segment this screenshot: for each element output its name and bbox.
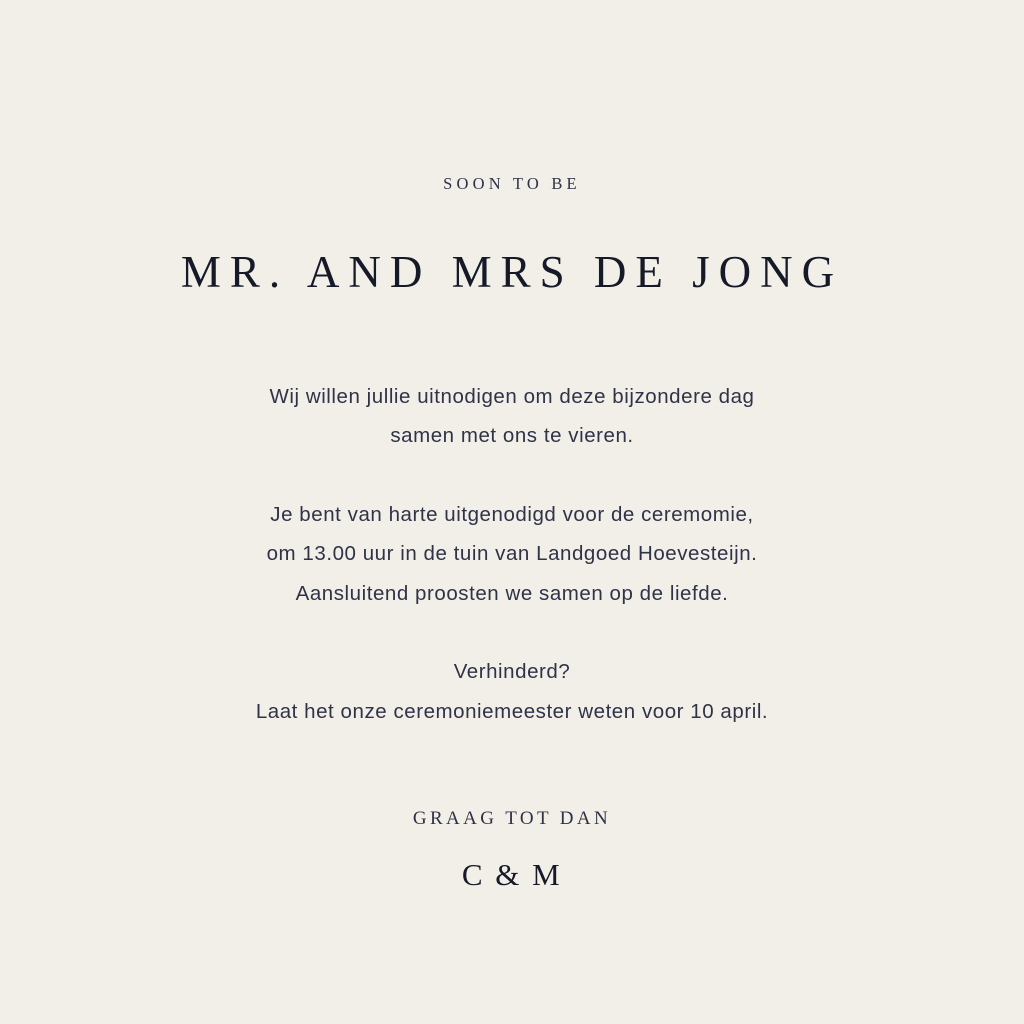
invitation-closing: GRAAG TOT DAN — [412, 808, 612, 829]
body-line: samen met ons te vieren. — [390, 424, 634, 447]
couple-initials: C & M — [461, 857, 563, 892]
paragraph-spacer — [182, 613, 842, 652]
body-line: Je bent van harte uitgenodigd voor de ceremomie, — [270, 502, 754, 526]
paragraph-spacer — [182, 456, 842, 495]
body-line: Verhinderd? — [453, 660, 571, 683]
invitation-body — [182, 377, 842, 732]
body-line: Laat het onze ceremoniemeester weten voor 10 april. — [255, 699, 769, 723]
body-line: Wij willen jullie uitnodigen om deze bijzondere dag — [269, 384, 755, 408]
invitation-eyebrow: SOON TO BE — [443, 174, 581, 193]
body-line: Aansluitend proosten we samen op de liefde. — [295, 581, 729, 605]
couple-names-heading: MR. AND MRS DE JONG — [180, 246, 844, 297]
body-line: om 13.00 uur in de tuin van Landgoed Hoevesteijn. — [266, 542, 758, 565]
